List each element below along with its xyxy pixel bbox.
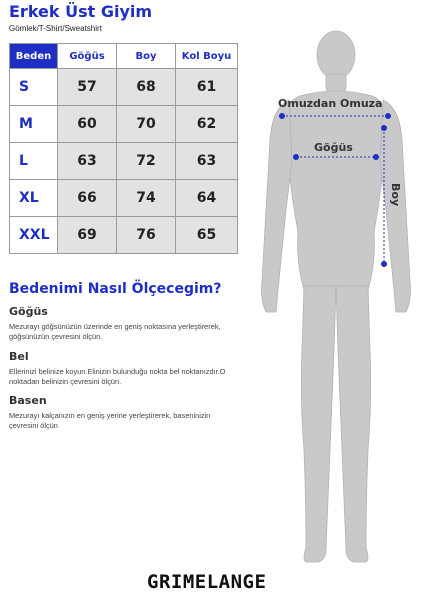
brand-logo: GRIMELANGE — [147, 571, 267, 593]
guide-section-text-hip: Mezurayı kalçanızın en geniş yerine yerleştirerek, baseninizin çevresini ölçün — [9, 411, 211, 430]
guide-heading: Bedenimi Nasıl Ölçecegim? — [9, 281, 222, 297]
guide-section-text-chest: Mezurayı göğsünüzün üzerinde en geniş noktasına yerleştirerek, göğsünüzün çevresini ölçün. — [9, 322, 221, 341]
sleeve-cell: 64 — [176, 180, 238, 217]
sleeve-cell: 62 — [176, 106, 238, 143]
length-cell: 72 — [117, 143, 176, 180]
sleeve-cell: 65 — [176, 217, 238, 254]
guide-section-title-chest: Göğüs — [9, 305, 48, 318]
chest-cell: 66 — [58, 180, 117, 217]
length-cell: 70 — [117, 106, 176, 143]
column-header-chest: Göğüs — [58, 44, 117, 69]
shoulder-label: Omuzdan Omuza — [278, 97, 383, 110]
column-header-length: Boy — [117, 44, 176, 69]
body-silhouette — [262, 31, 411, 562]
guide-section-title-waist: Bel — [9, 350, 29, 363]
column-header-size: Beden — [10, 44, 58, 69]
guide-section-title-hip: Basen — [9, 394, 47, 407]
page-subtitle: Gömlek/T-Shirt/Sweatshirt — [9, 24, 102, 33]
length-cell: 74 — [117, 180, 176, 217]
page-title: Erkek Üst Giyim — [9, 2, 153, 21]
chest-cell: 60 — [58, 106, 117, 143]
column-header-sleeve: Kol Boyu — [176, 44, 238, 69]
size-cell: L — [10, 143, 58, 180]
size-cell: XXL — [10, 217, 58, 254]
chest-cell: 69 — [58, 217, 117, 254]
chest-cell: 63 — [58, 143, 117, 180]
chest-cell: 57 — [58, 69, 117, 106]
size-cell: S — [10, 69, 58, 106]
length-cell: 68 — [117, 69, 176, 106]
length-label: Boy — [389, 183, 402, 207]
size-cell: XL — [10, 180, 58, 217]
length-cell: 76 — [117, 217, 176, 254]
sleeve-cell: 63 — [176, 143, 238, 180]
size-cell: M — [10, 106, 58, 143]
guide-section-text-waist: Ellerinizi belinize koyun.Elinizin bulunduğu nokta bel noktanızdır.O noktadan belinizin çevresini ölçün. — [9, 367, 226, 386]
sleeve-cell: 61 — [176, 69, 238, 106]
chest-label: Göğüs — [314, 141, 353, 154]
